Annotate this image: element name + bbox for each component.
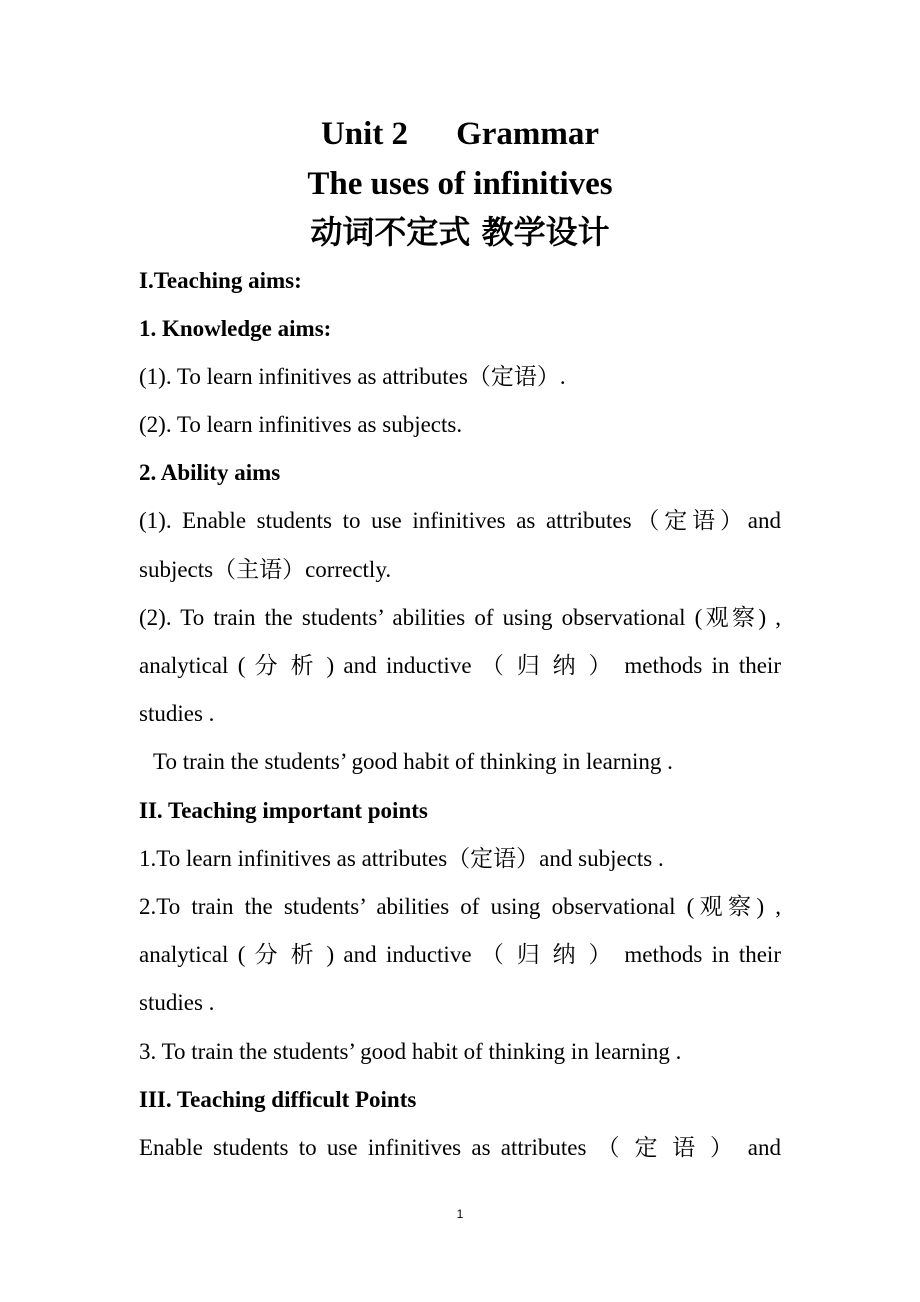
paragraph-line: 3. To train the students’ good habit of thinking in learning . [139,1039,682,1064]
paragraph-line: 1.To learn infinitives as attributes（定语）and subjects . [139,846,664,871]
paragraph-line: Enable students to use infinitives as attributes （ 定 语 ） and [139,1135,781,1160]
heading-ability-aims: 2. Ability aims [139,460,281,485]
paragraph-line: subjects（主语）correctly. [139,557,392,582]
paragraph-line: (1). To learn infinitives as attributes（定语）. [139,364,566,389]
title-subtitle: The uses of infinitives [307,166,613,202]
paragraph-line: To train the students’ good habit of thinking in learning . [153,749,673,774]
paragraph-line: studies . [139,701,215,726]
heading-knowledge-aims: 1. Knowledge aims: [139,316,332,341]
title-chinese: 动词不定式 教学设计 [310,213,610,251]
paragraph-line: (2). To train the students’ abilities of using observational (观察) , [139,605,781,630]
heading-teaching-aims: I.Teaching aims: [139,268,302,293]
title-unit: Unit 2 [320,116,409,152]
title-topic: Grammar [456,116,600,152]
paragraph-line: 2.To train the students’ abilities of using observational (观察) , [139,894,781,919]
paragraph-line: analytical ( 分 析 ) and inductive （ 归 纳 ） methods in their [139,653,781,678]
paragraph-line: analytical ( 分 析 ) and inductive （ 归 纳 ） methods in their [139,942,781,967]
page-number: 1 [456,1207,464,1221]
heading-difficult-points: III. Teaching difficult Points [139,1087,417,1112]
paragraph-line: studies . [139,990,215,1015]
paragraph-line: (1). Enable students to use infinitives as attributes（定语）and [139,508,781,533]
paragraph-line: (2). To learn infinitives as subjects. [139,412,463,437]
title-line-1 [0,114,920,154]
heading-important-points: II. Teaching important points [139,798,428,823]
